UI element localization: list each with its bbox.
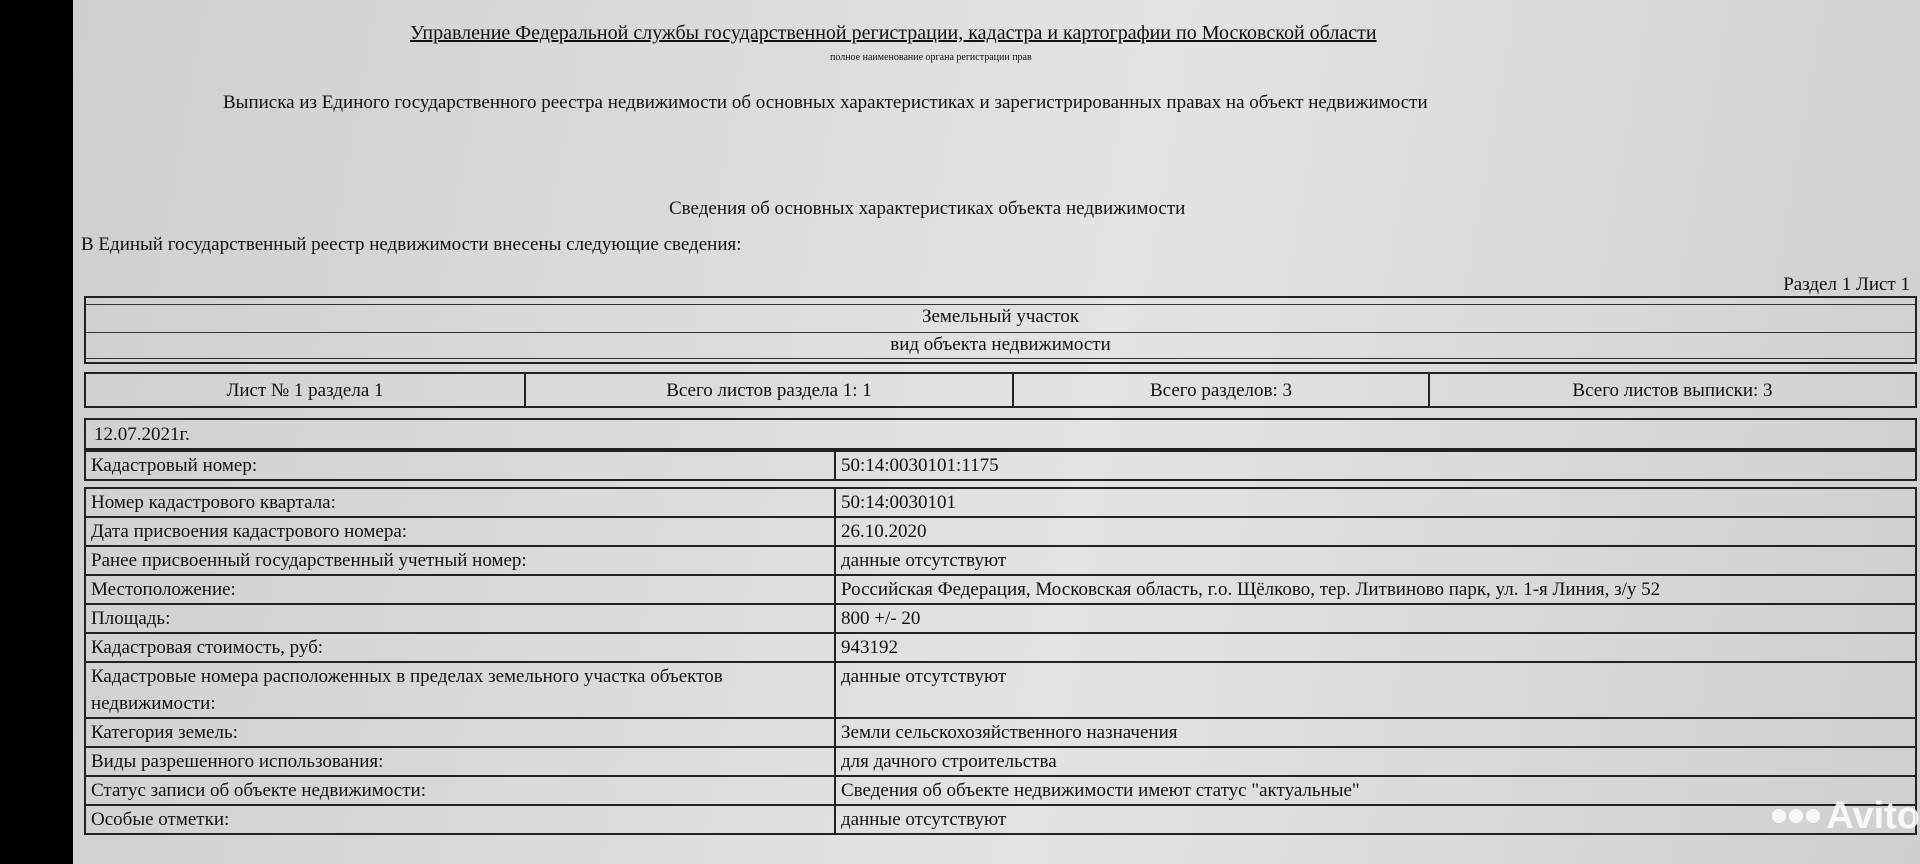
section-sheets-count: Всего листов раздела 1: 1 (526, 374, 1014, 406)
row-value: данные отсутствуют (835, 662, 1916, 718)
row-label: Виды разрешенного использования: (85, 747, 835, 776)
sheets-info-row (84, 372, 1917, 408)
row-value: Сведения об объекте недвижимости имеют статус "актуальные" (835, 776, 1916, 805)
extract-date: 12.07.2021г. (84, 418, 1917, 450)
cadastral-number-value: 50:14:0030101:1175 (835, 451, 1916, 480)
table-row (85, 718, 1916, 747)
row-label: Местоположение: (85, 575, 835, 604)
row-label: Кадастровые номера расположенных в пределах земельного участка объектов недвижимости: (85, 662, 835, 718)
avito-watermark (1772, 796, 1920, 836)
document-page (73, 0, 1920, 864)
cadastral-number-label: Кадастровый номер: (85, 451, 835, 480)
table-row (85, 546, 1916, 575)
document-title: Выписка из Единого государственного реестра недвижимости об основных характеристиках и зарегистрированных правах на объект недвижимости (223, 92, 1428, 113)
row-label: Ранее присвоенный государственный учетный номер: (85, 546, 835, 575)
sections-count: Всего разделов: 3 (1014, 374, 1430, 406)
row-value: 943192 (835, 633, 1916, 662)
row-value: данные отсутствуют (835, 546, 1916, 575)
intro-text: В Единый государственный реестр недвижимости внесены следующие сведения: (81, 234, 742, 255)
table-row (85, 488, 1916, 517)
total-sheets-count: Всего листов выписки: 3 (1572, 380, 1773, 401)
object-type-caption: вид объекта недвижимости (890, 334, 1111, 355)
table-row (85, 776, 1916, 805)
watermark-text: Avito (1826, 794, 1920, 837)
row-value: 800 +/- 20 (835, 604, 1916, 633)
object-type-value: Земельный участок (921, 306, 1080, 327)
row-label: Дата присвоения кадастрового номера: (85, 517, 835, 546)
table-row (85, 517, 1916, 546)
row-value: для дачного строительства (835, 747, 1916, 776)
table-row (85, 805, 1916, 834)
row-label: Категория земель: (85, 718, 835, 747)
table-gap (85, 480, 1916, 488)
row-label: Кадастровая стоимость, руб: (85, 633, 835, 662)
table-row (85, 604, 1916, 633)
row-value: 26.10.2020 (835, 517, 1916, 546)
agency-name: Управление Федеральной службы государственной регистрации, кадастра и картографии по Московской области (410, 22, 1377, 44)
characteristics-table (84, 450, 1917, 835)
object-type-box (84, 296, 1917, 364)
row-label: Площадь: (85, 604, 835, 633)
row-value: Земли сельскохозяйственного назначения (835, 718, 1916, 747)
row-label: Особые отметки: (85, 805, 835, 834)
agency-caption: полное наименование органа регистрации прав (830, 52, 1032, 63)
avito-logo-icon (1772, 809, 1820, 823)
row-label: Статус записи об объекте недвижимости: (85, 776, 835, 805)
section-sheet-label: Раздел 1 Лист 1 (1783, 274, 1910, 295)
table-row (85, 662, 1916, 718)
row-value: 50:14:0030101 (835, 488, 1916, 517)
sheet-number: Лист № 1 раздела 1 (86, 374, 526, 406)
table-row (85, 633, 1916, 662)
table-row (85, 451, 1916, 480)
row-value: Российская Федерация, Московская область, г.о. Щёлково, тер. Литвиново парк, ул. 1-я Линия, з/у 52 (835, 575, 1916, 604)
table-row (85, 747, 1916, 776)
row-label: Номер кадастрового квартала: (85, 488, 835, 517)
row-value: данные отсутствуют (835, 805, 1916, 834)
section-title: Сведения об основных характеристиках объекта недвижимости (669, 198, 1186, 219)
table-row (85, 575, 1916, 604)
